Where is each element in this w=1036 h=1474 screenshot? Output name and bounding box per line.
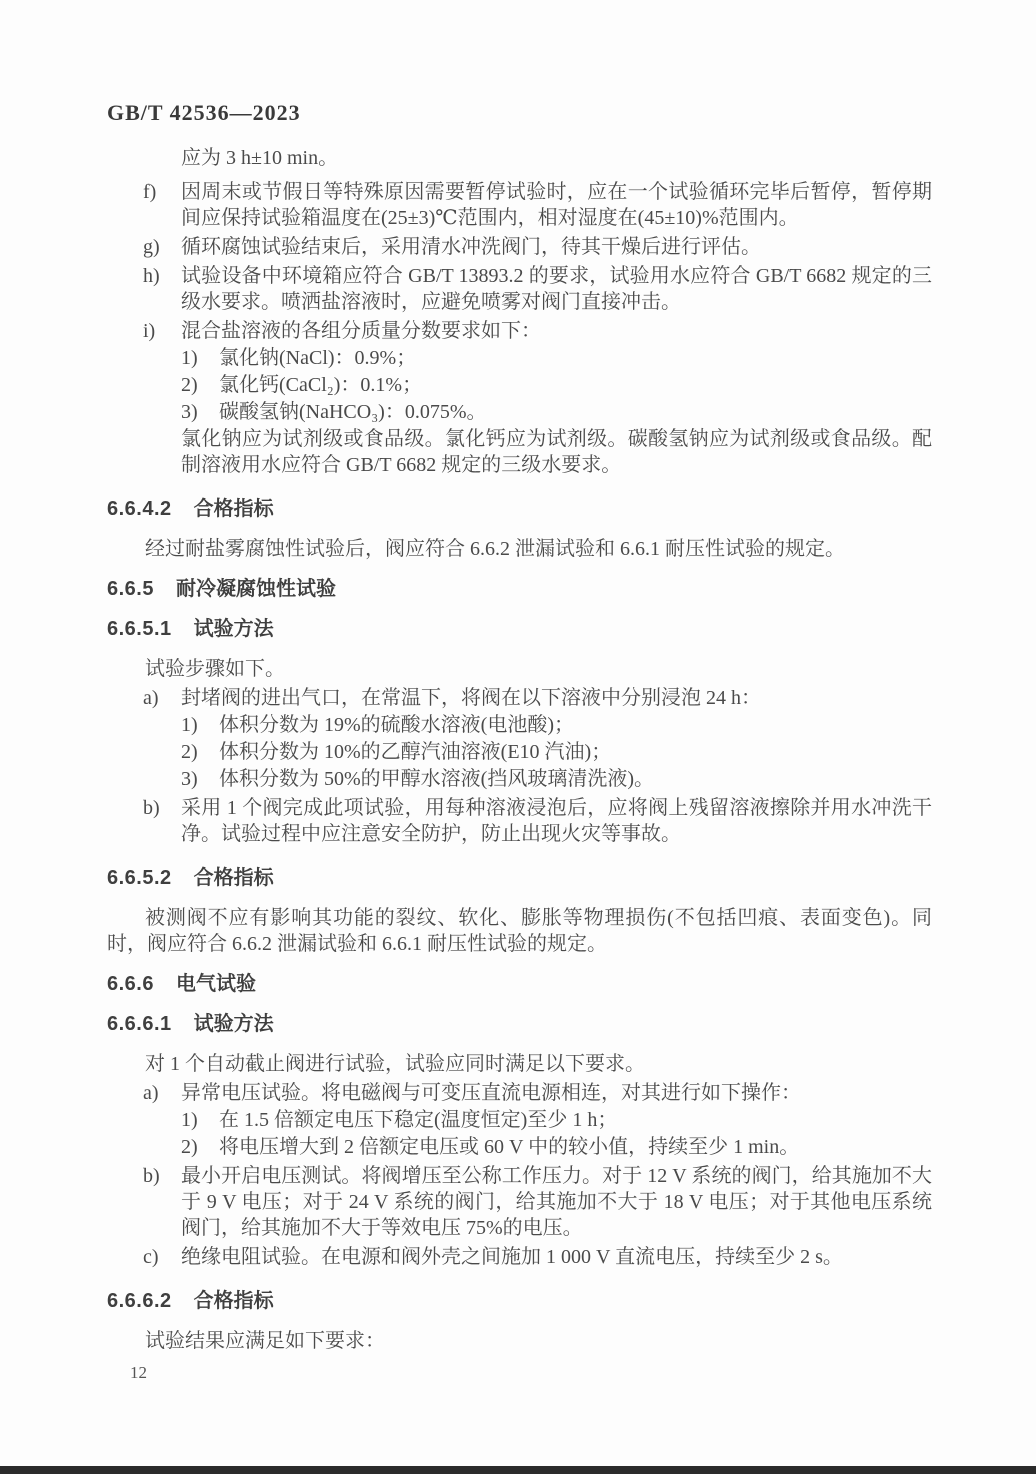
section-heading-6-6-4-2 (107, 496, 932, 522)
paragraph: 被测阀不应有影响其功能的裂纹、软化、膨胀等物理损伤(不包括凹痕、表面变色)。同时，阀应符合 6.6.2 泄漏试验和 6.6.1 耐压性试验的规定。 (107, 907, 932, 955)
sublist-item-2 (107, 1134, 932, 1160)
list-item-label: b) (143, 797, 160, 819)
sublist-item-label: 2) (181, 374, 198, 396)
paragraph: 对 1 个自动截止阀进行试验，试验应同时满足以下要求。 (145, 1053, 645, 1075)
sublist-item-label: 2) (181, 1136, 198, 1158)
sublist-item-text: 体积分数为 50%的甲醇水溶液(挡风玻璃清洗液)。 (219, 768, 654, 790)
list-item-text: 绝缘电阻试验。在电源和阀外壳之间施加 1 000 V 直流电压，持续至少 2 s。 (181, 1246, 843, 1268)
list-item-a (107, 685, 932, 711)
sublist-item-text: 碳酸氢钠(NaHCO₃)：0.075%。 (219, 401, 487, 423)
sublist-item-label: 3) (181, 401, 198, 423)
sublist-item-text: 氯化钙(CaCl₂)：0.1%； (219, 374, 423, 396)
sublist-item-text: 体积分数为 10%的乙醇汽油溶液(E10 汽油)； (219, 741, 612, 763)
section-number: 6.6.6.1 (107, 1013, 172, 1035)
paragraph-continuation: 应为 3 h±10 min。 (181, 147, 339, 169)
list-item-text: 试验设备中环境箱应符合 GB/T 13893.2 的要求，试验用水应符合 GB/T 6682 规定的三级水要求。喷洒盐溶液时，应避免喷雾对阀门直接冲击。 (181, 265, 932, 313)
list-item-label: h) (143, 265, 160, 287)
list-item-text: 异常电压试验。将电磁阀与可变压直流电源相连，对其进行如下操作： (181, 1082, 801, 1104)
list-item-label: a) (143, 687, 159, 709)
list-item-i (107, 318, 932, 344)
section-heading-6-6-6-1 (107, 1011, 932, 1037)
section-number: 6.6.5.2 (107, 867, 172, 889)
list-item-text: 采用 1 个阀完成此项试验，用每种溶液浸泡后，应将阀上残留溶液擦除并用水冲洗干净。试验过程中应注意安全防护，防止出现火灾等事故。 (181, 797, 932, 845)
list-item-b (107, 1163, 932, 1241)
section-title: 合格指标 (193, 498, 274, 520)
list-item-text: 最小开启电压测试。将阀增压至公称工作压力。对于 12 V 系统的阀门，给其施加不大于 9 V 电压；对于 24 V 系统的阀门，给其施加不大于 18 V 电压；对于其他电压系统阀门，给其施加不大于等效电压 75%的电压。 (181, 1165, 932, 1239)
list-item-label: i) (143, 320, 156, 342)
scan-bottom-edge (0, 1466, 1036, 1474)
section-title: 电气试验 (175, 973, 256, 995)
section-title: 耐冷凝腐蚀性试验 (175, 578, 336, 600)
list-item-label: f) (143, 181, 157, 203)
paragraph: 经过耐盐雾腐蚀性试验后，阀应符合 6.6.2 泄漏试验和 6.6.1 耐压性试验的规定。 (145, 538, 845, 560)
section-number: 6.6.5 (107, 578, 154, 600)
section-heading-6-6-5 (107, 576, 932, 602)
section-heading-6-6-5-1 (107, 616, 932, 642)
sublist-item-text: 将电压增大到 2 倍额定电压或 60 V 中的较小值，持续至少 1 min。 (219, 1136, 800, 1158)
list-item-b (107, 795, 932, 847)
sublist-item-label: 1) (181, 1109, 198, 1131)
section-title: 合格指标 (193, 867, 274, 889)
list-item-label: c) (143, 1246, 159, 1268)
page-number: 12 (130, 1363, 147, 1382)
sublist-item-label: 1) (181, 714, 198, 736)
section-heading-6-6-5-2 (107, 865, 932, 891)
section-title: 合格指标 (193, 1290, 274, 1312)
section-number: 6.6.6.2 (107, 1290, 172, 1312)
list-item-text: 混合盐溶液的各组分质量分数要求如下： (181, 320, 541, 342)
sublist-item-label: 2) (181, 741, 198, 763)
list-item-label: b) (143, 1165, 160, 1187)
list-item-label: a) (143, 1082, 159, 1104)
section-heading-6-6-6 (107, 971, 932, 997)
sublist-item-text: 在 1.5 倍额定电压下稳定(温度恒定)至少 1 h； (219, 1109, 618, 1131)
sublist-item-text: 体积分数为 19%的硫酸水溶液(电池酸)； (219, 714, 574, 736)
sublist-item-i1 (107, 345, 932, 371)
sublist-item-text: 氯化钠(NaCl)：0.9%； (219, 347, 417, 369)
sublist-item-i3 (107, 399, 932, 425)
list-item-g (107, 234, 932, 260)
document-body (107, 145, 932, 1386)
sublist-item-1 (107, 712, 932, 738)
sublist-item-2 (107, 739, 932, 765)
sublist-item-i2 (107, 372, 932, 398)
list-item-f (107, 179, 932, 231)
list-item-text: 因周末或节假日等特殊原因需要暂停试验时，应在一个试验循环完毕后暂停，暂停期间应保持试验箱温度在(25±3)℃范围内，相对湿度在(45±10)%范围内。 (181, 181, 932, 229)
section-number: 6.6.4.2 (107, 498, 172, 520)
list-item-text: 循环腐蚀试验结束后，采用清水冲洗阀门，待其干燥后进行评估。 (181, 236, 761, 258)
sublist-item-label: 1) (181, 347, 198, 369)
section-number: 6.6.5.1 (107, 618, 172, 640)
section-number: 6.6.6 (107, 973, 154, 995)
paragraph: 试验步骤如下。 (145, 658, 285, 680)
list-item-h (107, 263, 932, 315)
standard-number-header: GB/T 42536—2023 (107, 100, 301, 125)
list-item-c (107, 1244, 932, 1270)
list-note-paragraph: 氯化钠应为试剂级或食品级。氯化钙应为试剂级。碳酸氢钠应为试剂级或食品级。配制溶液用水应符合 GB/T 6682 规定的三级水要求。 (181, 428, 932, 476)
list-item-a (107, 1080, 932, 1106)
list-item-label: g) (143, 236, 160, 258)
list-item-text: 封堵阀的进出气口，在常温下，将阀在以下溶液中分别浸泡 24 h： (181, 687, 761, 709)
section-heading-6-6-6-2 (107, 1288, 932, 1314)
section-title: 试验方法 (193, 1013, 274, 1035)
paragraph: 试验结果应满足如下要求： (145, 1330, 385, 1352)
section-title: 试验方法 (193, 618, 274, 640)
sublist-item-1 (107, 1107, 932, 1133)
sublist-item-label: 3) (181, 768, 198, 790)
sublist-item-3 (107, 766, 932, 792)
